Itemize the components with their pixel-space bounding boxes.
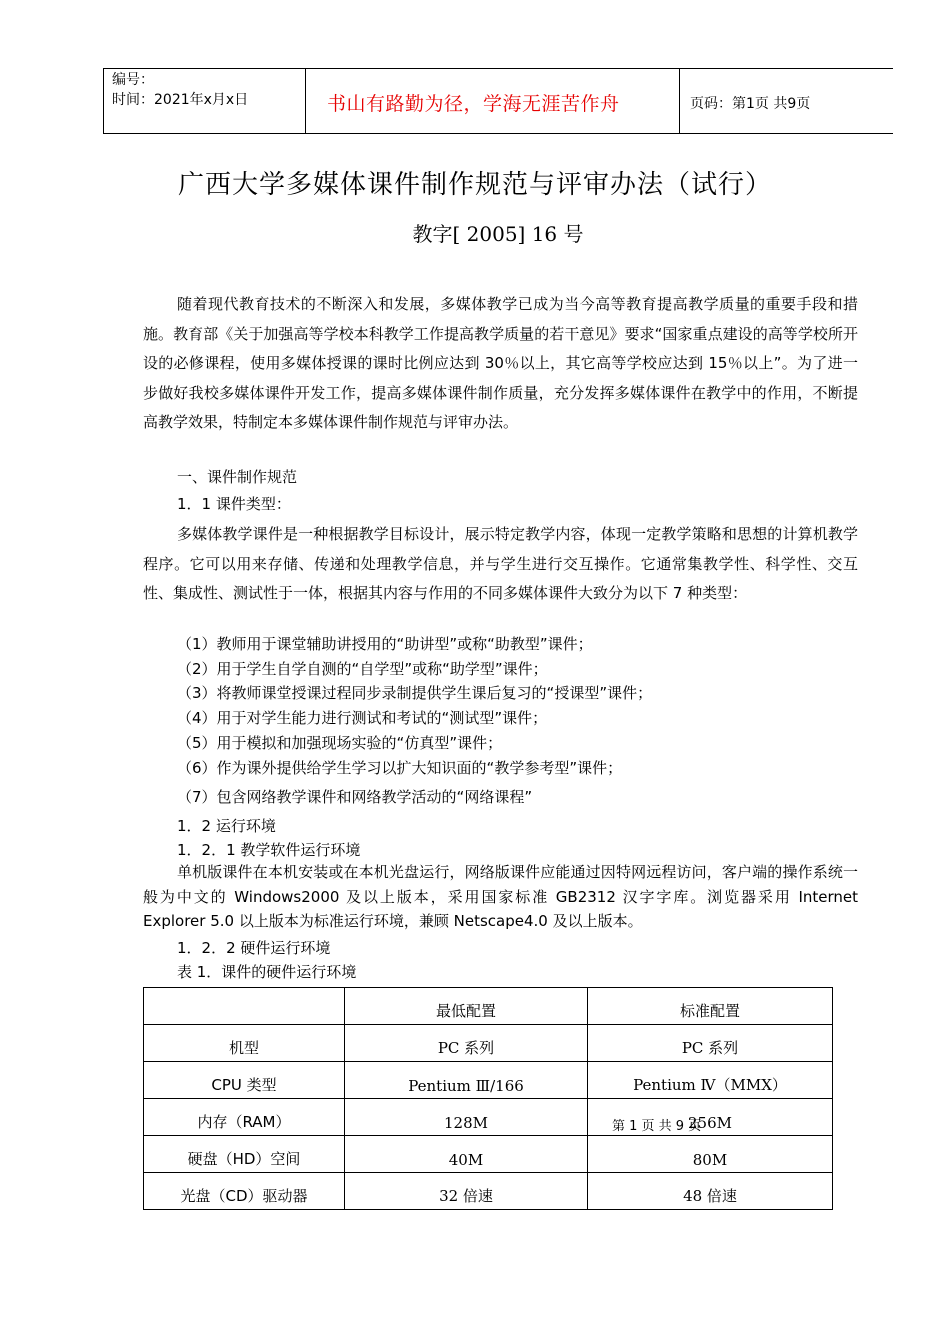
table-cell: 硬盘（HD）空间 <box>144 1136 345 1173</box>
hardware-environment-table <box>143 987 833 1210</box>
table-cell: PC 系列 <box>345 1025 588 1062</box>
list-item: （4）用于对学生能力进行测试和考试的“测试型”课件； <box>177 709 548 727</box>
header-page-info: 页码：第1页 共9页 <box>690 96 811 112</box>
list-item: （5）用于模拟和加强现场实验的“仿真型”课件； <box>177 734 503 752</box>
table-caption: 表 1．课件的硬件运行环境 <box>177 963 357 981</box>
page-header-box <box>103 68 893 134</box>
serial-label: 编号： <box>112 72 154 88</box>
table-cell: 40M <box>345 1136 588 1173</box>
table-header-row <box>144 988 833 1025</box>
intro-paragraph: 随着现代教育技术的不断深入和发展，多媒体教学已成为当今高等教育提高教学质量的重要手段和措施。教育部《关于加强高等学校本科教学工作提高教学质量的若干意见》要求“国家重点建设的高等学校所开设的必修课程，使用多媒体授课的课时比例应达到 30％以上，其它高等学校应达到 15％以上”。为了进一步做好我校多媒体课件开发工作，提高多媒体课件制作质量，充分发挥多媒体课件在教学中的作用，不断提高教学效果，特制定本多媒体课件制作规范与评审办法。 <box>143 295 858 431</box>
header-motto: 书山有路勤为径，学海无涯苦作舟 <box>327 93 620 115</box>
list-item: （1）教师用于课堂辅助讲授用的“助讲型”或称“助教型”课件； <box>177 635 593 653</box>
table-header-cell: 最低配置 <box>345 988 588 1025</box>
header-motto-cell <box>305 69 680 133</box>
table-cell: 机型 <box>144 1025 345 1062</box>
table-row <box>144 1025 833 1062</box>
table-row <box>144 1099 833 1136</box>
table-cell: Pentium Ⅲ/166 <box>345 1062 588 1099</box>
table-cell: 内存（RAM） <box>144 1099 345 1136</box>
table-cell: 32 倍速 <box>345 1173 588 1210</box>
table-row <box>144 1136 833 1173</box>
document-number: 教字[ 2005] 16 号 <box>412 222 584 246</box>
list-item: （3）将教师课堂授课过程同步录制提供学生课后复习的“授课型”课件； <box>177 684 653 702</box>
table-cell: 128M <box>345 1099 588 1136</box>
list-item: （2）用于学生自学自测的“自学型”或称“助学型”课件； <box>177 660 548 678</box>
subsection-1-2: 1．2 运行环境 <box>177 817 276 835</box>
time-label: 时间：2021年x月x日 <box>112 92 249 108</box>
list-item: （7）包含网络教学课件和网络教学活动的“网络课程” <box>177 788 533 806</box>
table-cell: CPU 类型 <box>144 1062 345 1099</box>
table-cell: Pentium Ⅳ（MMX） <box>588 1062 833 1099</box>
subsection-1-2-2: 1．2．2 硬件运行环境 <box>177 939 331 957</box>
table-cell: 80M <box>588 1136 833 1173</box>
table-cell: 光盘（CD）驱动器 <box>144 1173 345 1210</box>
courseware-types-paragraph: 多媒体教学课件是一种根据教学目标设计，展示特定教学内容，体现一定教学策略和思想的计算机教学程序。它可以用来存储、传递和处理教学信息，并与学生进行交互操作。它通常集教学性、科学性、交互性、集成性、测试性于一体，根据其内容与作用的不同多媒体课件大致分为以下 7 种类型： <box>143 525 858 602</box>
footer-page-number: 第 1 页 共 9 页 <box>612 1119 702 1134</box>
software-environment-paragraph: 单机版课件在本机安装或在本机光盘运行，网络版课件应能通过因特网远程访问，客户端的操作系统一般为中文的 Windows2000 及以上版本，采用国家标准 GB2312 汉字字库。浏览器采用 Internet Explorer 5.0 以上版本为标准运行环境，兼顾 Netscape4.0 及以上版本。 <box>143 863 858 930</box>
table-row <box>144 1062 833 1099</box>
header-page-cell <box>680 69 894 133</box>
table-row <box>144 1173 833 1210</box>
table-cell: PC 系列 <box>588 1025 833 1062</box>
list-item: （6）作为课外提供给学生学习以扩大知识面的“教学参考型”课件； <box>177 759 623 777</box>
header-meta-cell <box>104 69 306 133</box>
subsection-1-1: 1．1 课件类型： <box>177 495 291 513</box>
table-header-cell: 标准配置 <box>588 988 833 1025</box>
table-header-cell <box>144 988 345 1025</box>
section-heading-1: 一、课件制作规范 <box>177 468 298 486</box>
subsection-1-2-1: 1．2．1 教学软件运行环境 <box>177 841 361 859</box>
table-cell: 48 倍速 <box>588 1173 833 1210</box>
table-cell: 256M <box>588 1099 833 1136</box>
document-title: 广西大学多媒体课件制作规范与评审办法（试行） <box>177 170 772 200</box>
